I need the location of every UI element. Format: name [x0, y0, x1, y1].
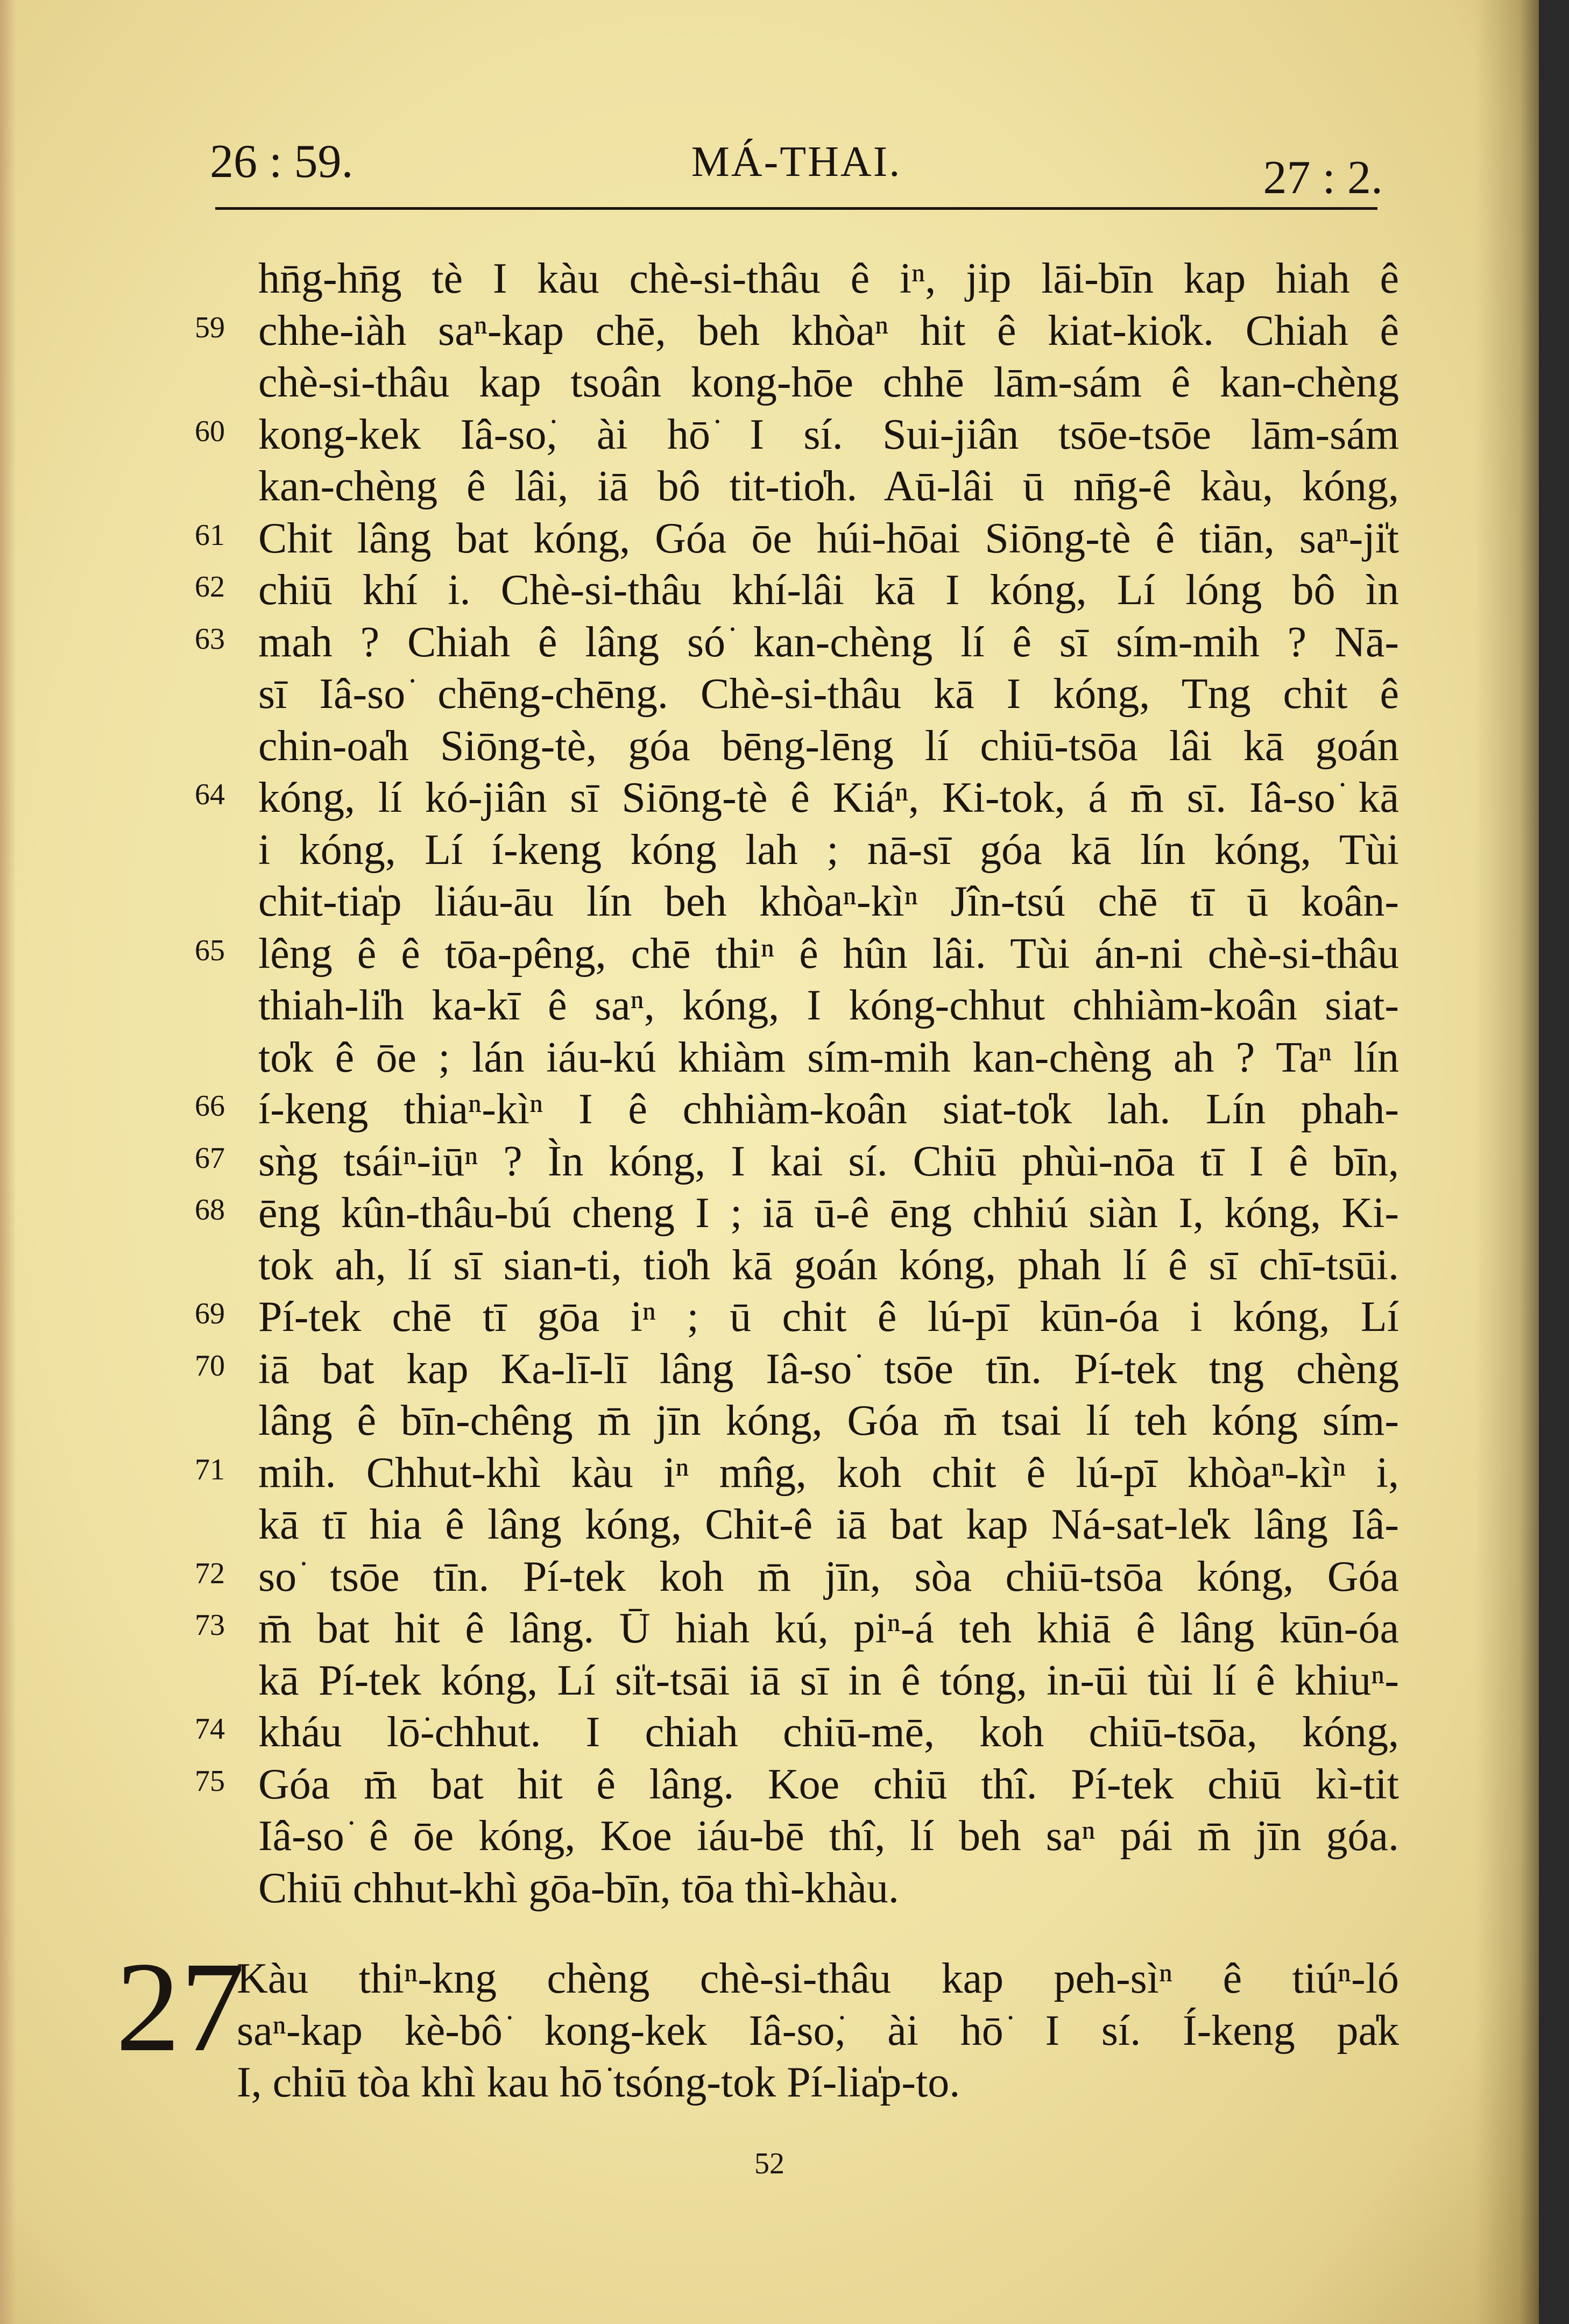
chapter-number: 27	[116, 1935, 245, 2078]
line-text: ēng kûn-thâu-bú cheng I ; iā ū-ê ēng chhiú siàn I, kóng, Ki-	[258, 1189, 1399, 1237]
text-line	[195, 1447, 1399, 1499]
header-rule	[215, 207, 1377, 210]
line-text: so͘ tsōe tīn. Pí-tek koh m̄ jīn, sòa chiū-tsōa kóng, Góa	[258, 1553, 1399, 1600]
text-line	[258, 357, 1399, 409]
line-text: sī Iâ-so͘ chēng-chēng. Chè-si-thâu kā I kóng, Tng chit ê	[258, 670, 1399, 718]
line-text: i kóng, Lí í-keng kóng lah ; nā-sī góa kā lín kóng, Tùi	[258, 826, 1399, 874]
header-verse-end: 27 : 2.	[1263, 152, 1383, 204]
page-number: 52	[754, 2147, 784, 2180]
text-line	[258, 1862, 1399, 1915]
verse-number: 74	[195, 1712, 225, 1746]
line-text: kā Pí-tek kóng, Lí si̍t-tsāi iā sī in ê tóng, in-ūi tùi lí ê khiuⁿ-	[258, 1656, 1399, 1704]
verse-number: 59	[195, 310, 225, 344]
line-text: í-keng thiaⁿ-kìⁿ I ê chhiàm-koân siat-to̍k lah. Lín phah-	[258, 1086, 1399, 1133]
verse-number: 71	[195, 1452, 225, 1486]
verse-number: 60	[195, 414, 225, 448]
text-line	[195, 928, 1399, 980]
body-text	[195, 253, 1399, 1914]
line-text: kā tī hia ê lâng kóng, Chit-ê iā bat kap Ná-sat-le̍k lâng Iâ-	[258, 1501, 1399, 1548]
text-line	[195, 1343, 1399, 1395]
verse-number: 66	[195, 1089, 225, 1123]
text-line	[258, 460, 1399, 513]
verse-number: 67	[195, 1141, 225, 1175]
line-text: thiah-li̍h ka-kī ê saⁿ, kóng, I kóng-chhut chhiàm-koân siat-	[258, 982, 1399, 1029]
text-line	[195, 1603, 1399, 1655]
verse-number: 61	[195, 518, 225, 552]
verse-number: 64	[195, 778, 225, 811]
line-text: chè-si-thâu kap tsoân kong-hōe chhē lām-sám ê kan-chèng	[258, 359, 1399, 406]
verse-number: 62	[195, 570, 225, 604]
chapter-text	[237, 1953, 1399, 2109]
verse-number: 72	[195, 1556, 225, 1590]
line-text: lâng ê bīn-chêng m̄ jīn kóng, Góa m̄ tsai lí teh kóng sím-	[258, 1397, 1399, 1444]
line-text: iā bat kap Ka-lī-lī lâng Iâ-so͘ tsōe tīn. Pí-tek tng chèng	[258, 1345, 1399, 1393]
verse-number: 75	[195, 1764, 225, 1798]
text-line	[258, 824, 1399, 876]
line-text: Iâ-so͘ ê ōe kóng, Koe iáu-bē thî, lí beh saⁿ pái m̄ jīn góa.	[258, 1812, 1399, 1860]
text-line	[195, 1136, 1399, 1188]
line-text: kháu lō͘-chhut. I chiah chiū-mē, koh chiū-tsōa, kóng,	[258, 1709, 1399, 1756]
line-text: Góa m̄ bat hit ê lâng. Koe chiū thî. Pí-tek chiū kì-tit	[258, 1760, 1399, 1808]
line-text: sǹg tsáiⁿ-iūⁿ ? Ìn kóng, I kai sí. Chiū phùi-nōa tī I ê bīn,	[258, 1137, 1399, 1185]
line-text: mih. Chhut-khì kàu iⁿ mn̂g, koh chit ê lú-pī khòaⁿ-kìⁿ i,	[258, 1449, 1399, 1497]
chapter-line: I, chiū tòa khì kau hō͘ tsóng-tok Pí-lia̍p-to.	[237, 2059, 960, 2106]
text-line	[258, 1395, 1399, 1447]
text-line	[258, 1499, 1399, 1551]
text-line	[195, 305, 1399, 357]
text-line	[195, 1551, 1399, 1603]
line-text: kong-kek Iâ-so͘, ài hō͘ I sí. Sui-jiân tsōe-tsōe lām-sám	[258, 410, 1399, 458]
verse-number: 65	[195, 933, 225, 967]
text-line	[258, 1655, 1399, 1707]
line-text: kan-chèng ê lâi, iā bô tit-tio̍h. Aū-lâi ū nn̄g-ê kàu, kóng,	[258, 463, 1399, 510]
line-text: Chiū chhut-khì gōa-bīn, tōa thì-khàu.	[258, 1864, 899, 1912]
text-line	[195, 409, 1399, 461]
chapter-line: saⁿ-kap kè-bô͘ kong-kek Iâ-so͘, ài hō͘ I sí. Í-keng pa̍k	[237, 2007, 1399, 2054]
header-book-title: MÁ-THAI.	[691, 138, 902, 186]
text-line	[195, 564, 1399, 617]
text-line	[258, 1239, 1399, 1292]
verse-number: 73	[195, 1609, 225, 1642]
line-text: hn̄g-hn̄g tè I kàu chè-si-thâu ê iⁿ, jip lāi-bīn kap hiah ê	[258, 255, 1399, 302]
chapter-line: Kàu thiⁿ-kng chèng chè-si-thâu kap peh-sìⁿ ê tiúⁿ-ló	[237, 1955, 1399, 2002]
line-text: chin-oa̍h Siōng-tè, góa bēng-lēng lí chiū-tsōa lâi kā goán	[258, 722, 1399, 770]
line-text: to̍k ê ōe ; lán iáu-kú khiàm sím-mih kan-chèng ah ? Taⁿ lín	[258, 1033, 1399, 1081]
line-text: m̄ bat hit ê lâng. Ū hiah kú, piⁿ-á teh khiā ê lâng kūn-óa	[258, 1605, 1399, 1652]
line-text: mah ? Chiah ê lâng só͘ kan-chèng lí ê sī sím-mih ? Nā-	[258, 618, 1399, 666]
line-text: chiū khí i. Chè-si-thâu khí-lâi kā I kóng, Lí lóng bô ìn	[258, 566, 1399, 614]
text-line	[258, 668, 1399, 720]
text-line	[258, 1032, 1399, 1084]
text-line	[258, 253, 1399, 305]
text-line	[195, 772, 1399, 824]
text-line	[258, 720, 1399, 773]
line-text: lêng ê ê tōa-pêng, chē thiⁿ ê hûn lâi. Tùi án-ni chè-si-thâu	[258, 930, 1399, 977]
verse-number: 68	[195, 1193, 225, 1227]
page-spine-shadow	[0, 0, 16, 2324]
line-text: kóng, lí kó-jiân sī Siōng-tè ê Kiáⁿ, Ki-tok, á m̄ sī. Iâ-so͘ kā	[258, 774, 1399, 821]
text-line	[258, 876, 1399, 928]
text-line	[195, 1706, 1399, 1759]
verse-number: 63	[195, 622, 225, 656]
verse-number: 69	[195, 1297, 225, 1330]
verse-number: 70	[195, 1349, 225, 1383]
text-line	[195, 1759, 1399, 1811]
line-text: Chit lâng bat kóng, Góa ōe húi-hōai Siōng-tè ê tiān, saⁿ-ji̍t	[258, 514, 1399, 562]
line-text: chit-tia̍p liáu-āu lín beh khòaⁿ-kìⁿ Jîn-tsú chē tī ū koân-	[258, 878, 1399, 925]
text-line	[258, 1810, 1399, 1862]
text-line	[195, 513, 1399, 565]
text-line	[195, 1187, 1399, 1239]
text-line	[195, 617, 1399, 669]
running-header	[210, 134, 1383, 204]
line-text: tok ah, lí sī sian-ti, tio̍h kā goán kóng, phah lí ê sī chī-tsūi.	[258, 1241, 1399, 1289]
line-text: Pí-tek chē tī gōa iⁿ ; ū chit ê lú-pī kūn-óa i kóng, Lí	[258, 1293, 1399, 1341]
line-text: chhe-iàh saⁿ-kap chē, beh khòaⁿ hit ê kiat-kio̍k. Chiah ê	[258, 307, 1399, 355]
text-line	[195, 1083, 1399, 1136]
text-line	[195, 1291, 1399, 1343]
header-verse-start: 26 : 59.	[210, 136, 354, 188]
text-line	[258, 980, 1399, 1032]
